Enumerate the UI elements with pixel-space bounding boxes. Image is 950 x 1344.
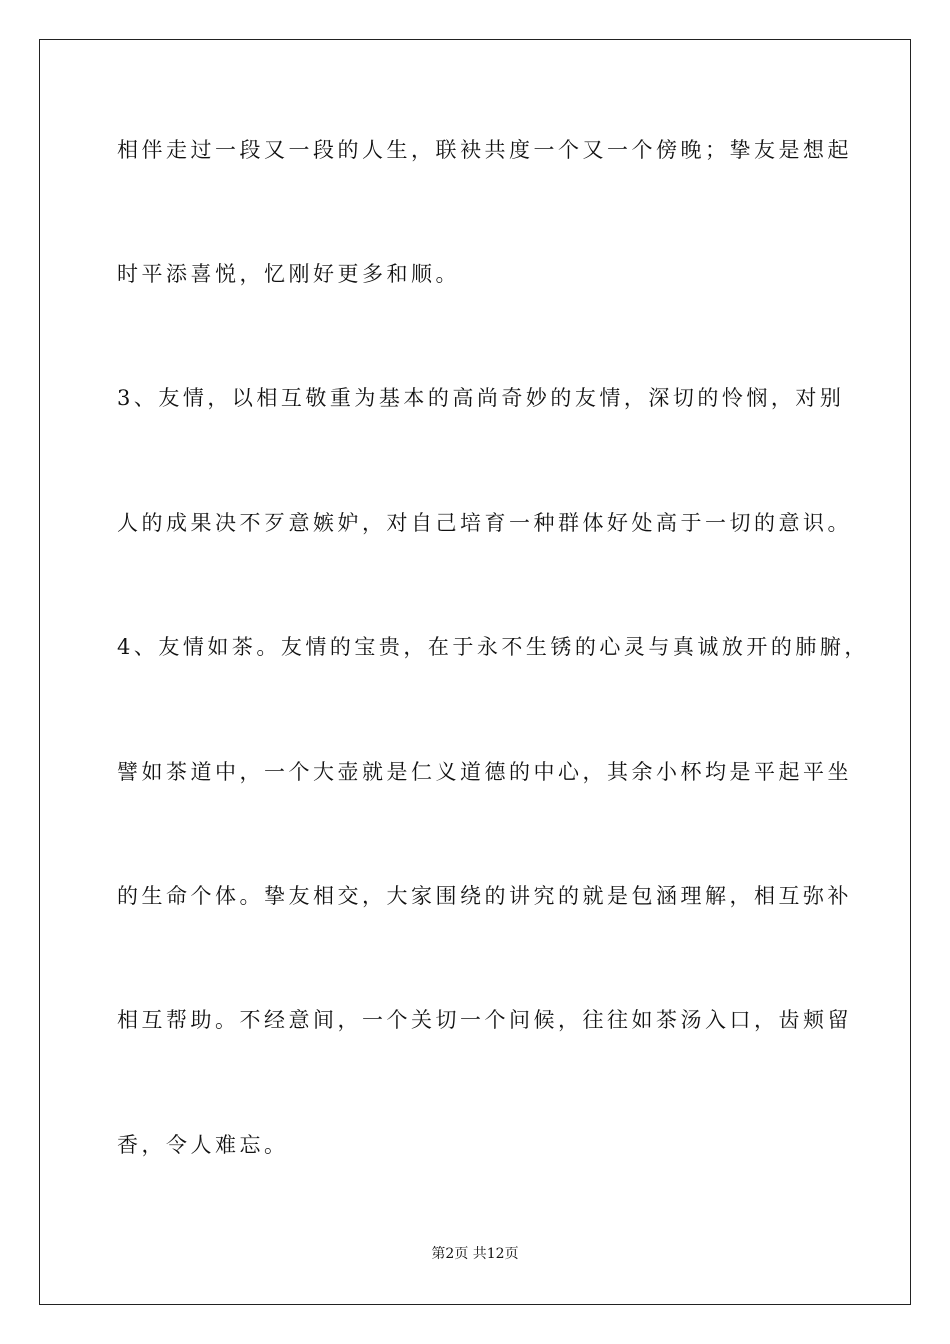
text-line-3: 3、友情，以相互敬重为基本的高尚奇妙的友情，深切的怜悯，对别 xyxy=(117,386,845,410)
text-line-2: 时平添喜悦，忆刚好更多和顺。 xyxy=(117,262,460,286)
text-line-1: 相伴走过一段又一段的人生，联袂共度一个又一个傍晚；挚友是想起 xyxy=(117,138,852,162)
text-line-6: 譬如茶道中，一个大壶就是仁义道德的中心，其余小杯均是平起平坐 xyxy=(117,760,852,784)
page-footer: 第2页 共12页 xyxy=(431,1246,519,1262)
text-line-8: 相互帮助。不经意间，一个关切一个问候，往往如茶汤入口，齿颊留 xyxy=(117,1008,852,1032)
text-line-5: 4、友情如茶。友情的宝贵，在于永不生锈的心灵与真诚放开的肺腑， xyxy=(117,635,869,659)
text-line-4: 人的成果决不歹意嫉妒，对自己培育一种群体好处高于一切的意识。 xyxy=(117,511,852,535)
text-line-7: 的生命个体。挚友相交，大家围绕的讲究的就是包涵理解，相互弥补 xyxy=(117,884,852,908)
text-line-9: 香，令人难忘。 xyxy=(117,1133,289,1157)
page-border xyxy=(39,39,911,1305)
